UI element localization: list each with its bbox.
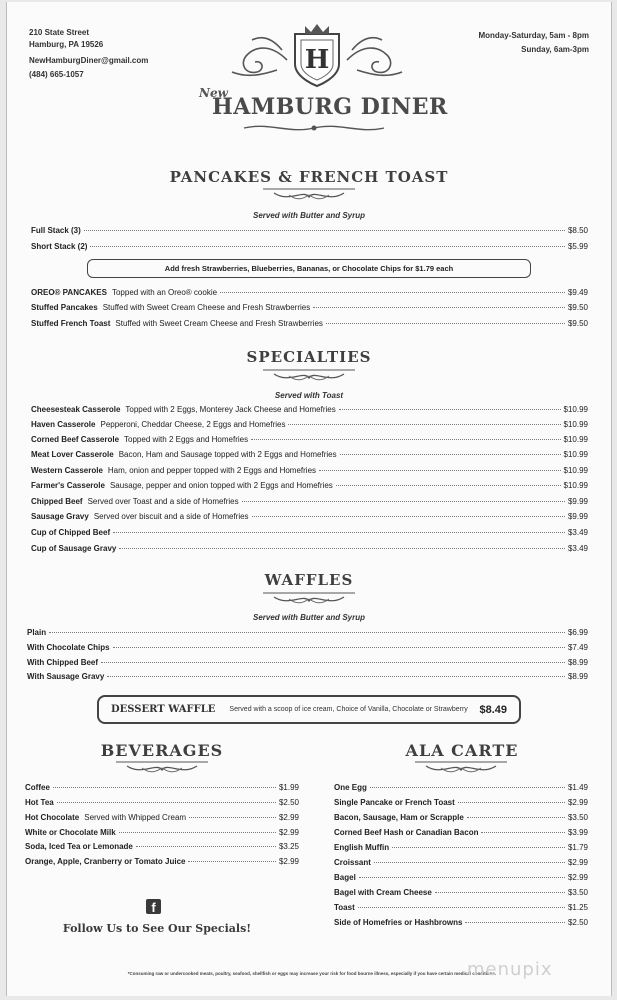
follow-us-text: Follow Us to See Our Specials! (62, 922, 252, 935)
logo-crest (217, 20, 417, 100)
flourish-specialties (259, 366, 359, 386)
menu-page (6, 2, 612, 996)
facebook-icon[interactable]: f (146, 899, 161, 914)
menu-item: Single Pancake or French Toast $2.99 (334, 798, 588, 807)
food-safety-disclaimer: *Consuming raw or undercooked meats, poultry, seafood, shellfish or eggs may increase your risk for food bourne illness, especially if you have certain medical conditions. (127, 971, 497, 976)
menu-item: White or Chocolate Milk $2.99 (25, 828, 299, 837)
hours-weekday: Monday-Saturday, 5am - 8pm (478, 31, 589, 40)
section-title-beverages: BEVERAGES (100, 741, 224, 760)
menu-item: Bagel with Cream Cheese $3.50 (334, 888, 588, 897)
menu-item: Croissant $2.99 (334, 858, 588, 867)
menu-item: Cheesesteak Casserole Topped with 2 Eggs, Monterey Jack Cheese and Homefries $10.99 (31, 405, 588, 414)
menu-item: Corned Beef Hash or Canadian Bacon $3.99 (334, 828, 588, 837)
dessert-waffle-price: $8.49 (479, 703, 507, 716)
menu-item: One Egg $1.49 (334, 783, 588, 792)
menu-item: Haven Casserole Pepperoni, Cheddar Cheese, 2 Eggs and Homefries $10.99 (31, 420, 588, 429)
menu-item: With Chipped Beef $8.99 (27, 658, 588, 667)
menu-item: Farmer's Casserole Sausage, pepper and onion topped with 2 Eggs and Homefries $10.99 (31, 481, 588, 490)
menu-item: Stuffed French Toast Stuffed with Sweet Cream Cheese and Fresh Strawberries $9.50 (31, 319, 588, 328)
logo-new: New (199, 86, 228, 100)
subtitle-pancakes: Served with Butter and Syrup (252, 211, 366, 220)
subtitle-specialties: Served with Toast (274, 391, 344, 400)
menu-item: Western Casserole Ham, onion and pepper topped with 2 Eggs and Homefries $10.99 (31, 466, 588, 475)
menu-item: OREO® PANCAKES Topped with an Oreo® cookie $9.49 (31, 288, 588, 297)
menu-item: Bagel $2.99 (334, 873, 588, 882)
subtitle-waffles: Served with Butter and Syrup (252, 613, 366, 622)
menu-item: With Sausage Gravy $8.99 (27, 672, 588, 681)
menu-item: Corned Beef Casserole Topped with 2 Eggs and Homefries $10.99 (31, 435, 588, 444)
logo-title: HAMBURG DINER (212, 94, 448, 120)
dessert-waffle-name: DESSERT WAFFLE (111, 704, 216, 715)
addon-box: Add fresh Strawberries, Blueberries, Bananas, or Chocolate Chips for $1.79 each (87, 259, 531, 278)
menu-item: Stuffed Pancakes Stuffed with Sweet Cream Cheese and Fresh Strawberries $9.50 (31, 303, 588, 312)
address-line2: Hamburg, PA 19526 (29, 40, 104, 49)
menu-item: Cup of Chipped Beef $3.49 (31, 528, 588, 537)
menu-item: Plain $6.99 (27, 628, 588, 637)
phone[interactable]: (484) 665-1057 (29, 70, 84, 79)
section-title-specialties: SPECIALTIES (246, 348, 372, 366)
menu-item: English Muffin $1.79 (334, 843, 588, 852)
menu-item: With Chocolate Chips $7.49 (27, 643, 588, 652)
dessert-waffle-desc: Served with a scoop of ice cream, Choice of Vanilla, Chocolate or Strawberry (229, 706, 468, 713)
address-line1: 210 State Street (29, 28, 90, 37)
menu-item: Toast $1.25 (334, 903, 588, 912)
hours-sunday: Sunday, 6am-3pm (521, 45, 589, 54)
flourish-beverages (112, 758, 212, 778)
logo-underline-flourish (239, 120, 389, 136)
dessert-waffle-box (97, 695, 521, 724)
menu-item: Bacon, Sausage, Ham or Scrapple $3.50 (334, 813, 588, 822)
logo-letter: H (304, 45, 330, 75)
menu-item: Chipped Beef Served over Toast and a side of Homefries $9.99 (31, 497, 588, 506)
section-title-alacarte: ALA CARTE (405, 741, 519, 760)
flourish-pancakes (259, 185, 359, 205)
menu-item: Meat Lover Casserole Bacon, Ham and Sausage topped with 2 Eggs and Homefries $10.99 (31, 450, 588, 459)
menu-item: Cup of Sausage Gravy $3.49 (31, 544, 588, 553)
email[interactable]: NewHamburgDiner@gmail.com (29, 56, 149, 65)
menu-item: Full Stack (3) $8.50 (31, 226, 588, 235)
menu-item: Soda, Iced Tea or Lemonade $3.25 (25, 842, 299, 851)
menu-item: Side of Homefries or Hashbrowns $2.50 (334, 918, 588, 927)
flourish-alacarte (411, 758, 511, 778)
menu-item: Hot Chocolate Served with Whipped Cream $2.99 (25, 813, 299, 822)
menu-item: Short Stack (2) $5.99 (31, 242, 588, 251)
section-title-pancakes: PANCAKES & FRENCH TOAST (169, 168, 449, 186)
watermark: menupix (467, 959, 553, 980)
menu-item: Orange, Apple, Cranberry or Tomato Juice $2.99 (25, 857, 299, 866)
menu-item: Sausage Gravy Served over biscuit and a side of Homefries $9.99 (31, 512, 588, 521)
flourish-waffles (259, 589, 359, 609)
menu-item: Coffee $1.99 (25, 783, 299, 792)
menu-item: Hot Tea $2.50 (25, 798, 299, 807)
section-title-waffles: WAFFLES (264, 571, 354, 589)
